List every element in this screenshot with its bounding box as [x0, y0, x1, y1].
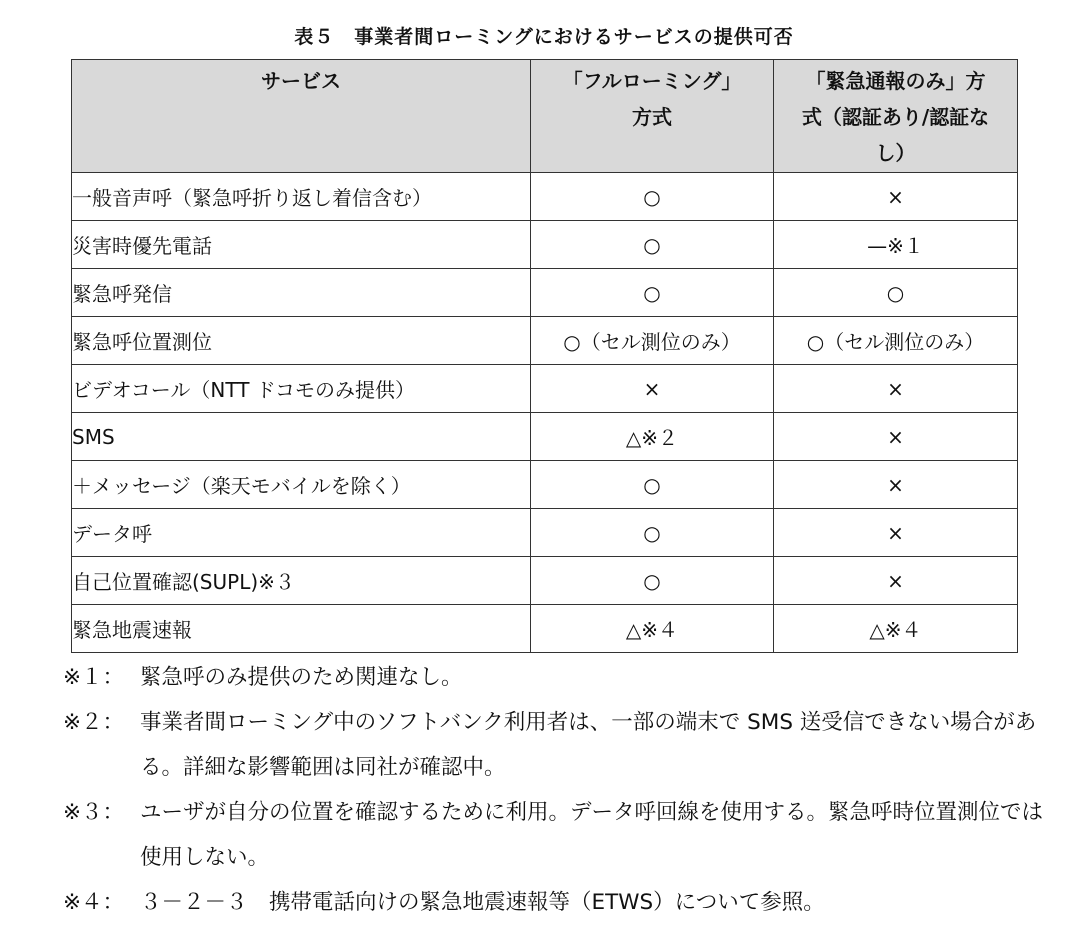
- full-roaming-value: △※２: [531, 413, 774, 461]
- table-row: [72, 317, 1018, 365]
- footnote-text: ユーザが自分の位置を確認するために利用。データ呼回線を使用する。緊急呼時位置測位では使用しない。: [140, 800, 1044, 870]
- emergency-only-value: ×: [774, 173, 1018, 221]
- table-row: [72, 509, 1018, 557]
- full-roaming-value: ○: [531, 221, 774, 269]
- table-row: [72, 221, 1018, 269]
- footnote-key: ※１：: [63, 665, 125, 690]
- emergency-only-value: ×: [774, 461, 1018, 509]
- full-roaming-value: ○: [531, 269, 774, 317]
- service-name: SMS: [72, 413, 531, 461]
- header-emergency-only-line-1: 「緊急通報のみ」方: [805, 69, 986, 93]
- full-roaming-value: ○: [531, 461, 774, 509]
- table-row: [72, 173, 1018, 221]
- emergency-only-value: ○（セル測位のみ）: [774, 317, 1018, 365]
- emergency-only-value: ○: [774, 269, 1018, 317]
- emergency-only-value: ×: [774, 557, 1018, 605]
- full-roaming-value: ○: [531, 509, 774, 557]
- footnote-text: 事業者間ローミング中のソフトバンク利用者は、一部の端末で SMS 送受信できない場合がある。詳細な影響範囲は同社が確認中。: [140, 710, 1037, 780]
- full-roaming-value: △※４: [531, 605, 774, 653]
- table-row: [72, 605, 1018, 653]
- service-name: ＋メッセージ（楽天モバイルを除く）: [72, 461, 531, 509]
- service-name: 緊急呼位置測位: [72, 317, 531, 365]
- emergency-only-value: ×: [774, 365, 1018, 413]
- service-table: [71, 59, 1018, 653]
- table-row: [72, 269, 1018, 317]
- service-name: 緊急地震速報: [72, 605, 531, 653]
- header-full-roaming-line-2: 方式: [632, 105, 672, 129]
- full-roaming-value: ○（セル測位のみ）: [531, 317, 774, 365]
- emergency-only-value: △※４: [774, 605, 1018, 653]
- table-row: [72, 413, 1018, 461]
- footnote-key: ※４：: [63, 890, 125, 915]
- header-emergency-only-line-3: し）: [875, 141, 916, 165]
- footnote: [63, 655, 1063, 700]
- footnote: [63, 700, 1063, 790]
- footnote-text: 緊急呼のみ提供のため関連なし。: [140, 665, 463, 690]
- table-header-row: [72, 60, 1018, 173]
- header-full-roaming: [531, 60, 774, 173]
- full-roaming-value: ○: [531, 173, 774, 221]
- service-name: データ呼: [72, 509, 531, 557]
- footnote-text: ３－２－３ 携帯電話向けの緊急地震速報等（ETWS）について参照。: [140, 890, 825, 915]
- footnote-key: ※３：: [63, 800, 125, 825]
- service-name: 一般音声呼（緊急呼折り返し着信含む）: [72, 173, 531, 221]
- emergency-only-value: ×: [774, 413, 1018, 461]
- footnotes: [63, 655, 1063, 925]
- header-emergency-only-line-2: 式（認証あり/認証な: [801, 105, 990, 129]
- table-caption: 表５ 事業者間ローミングにおけるサービスの提供可否: [294, 26, 794, 48]
- table-row: [72, 461, 1018, 509]
- full-roaming-value: ×: [531, 365, 774, 413]
- table-row: [72, 365, 1018, 413]
- header-full-roaming-line-1: 「フルローミング」: [562, 69, 742, 93]
- emergency-only-value: —※１: [774, 221, 1018, 269]
- table-row: [72, 557, 1018, 605]
- service-name: ビデオコール（NTT ドコモのみ提供）: [72, 365, 531, 413]
- service-name: 緊急呼発信: [72, 269, 531, 317]
- emergency-only-value: ×: [774, 509, 1018, 557]
- header-service: サービス: [72, 60, 531, 173]
- footnote: [63, 880, 1063, 925]
- full-roaming-value: ○: [531, 557, 774, 605]
- service-name: 災害時優先電話: [72, 221, 531, 269]
- header-emergency-only: [774, 60, 1018, 173]
- footnote: [63, 790, 1063, 880]
- footnote-key: ※２：: [63, 710, 125, 735]
- service-name: 自己位置確認(SUPL)※３: [72, 557, 531, 605]
